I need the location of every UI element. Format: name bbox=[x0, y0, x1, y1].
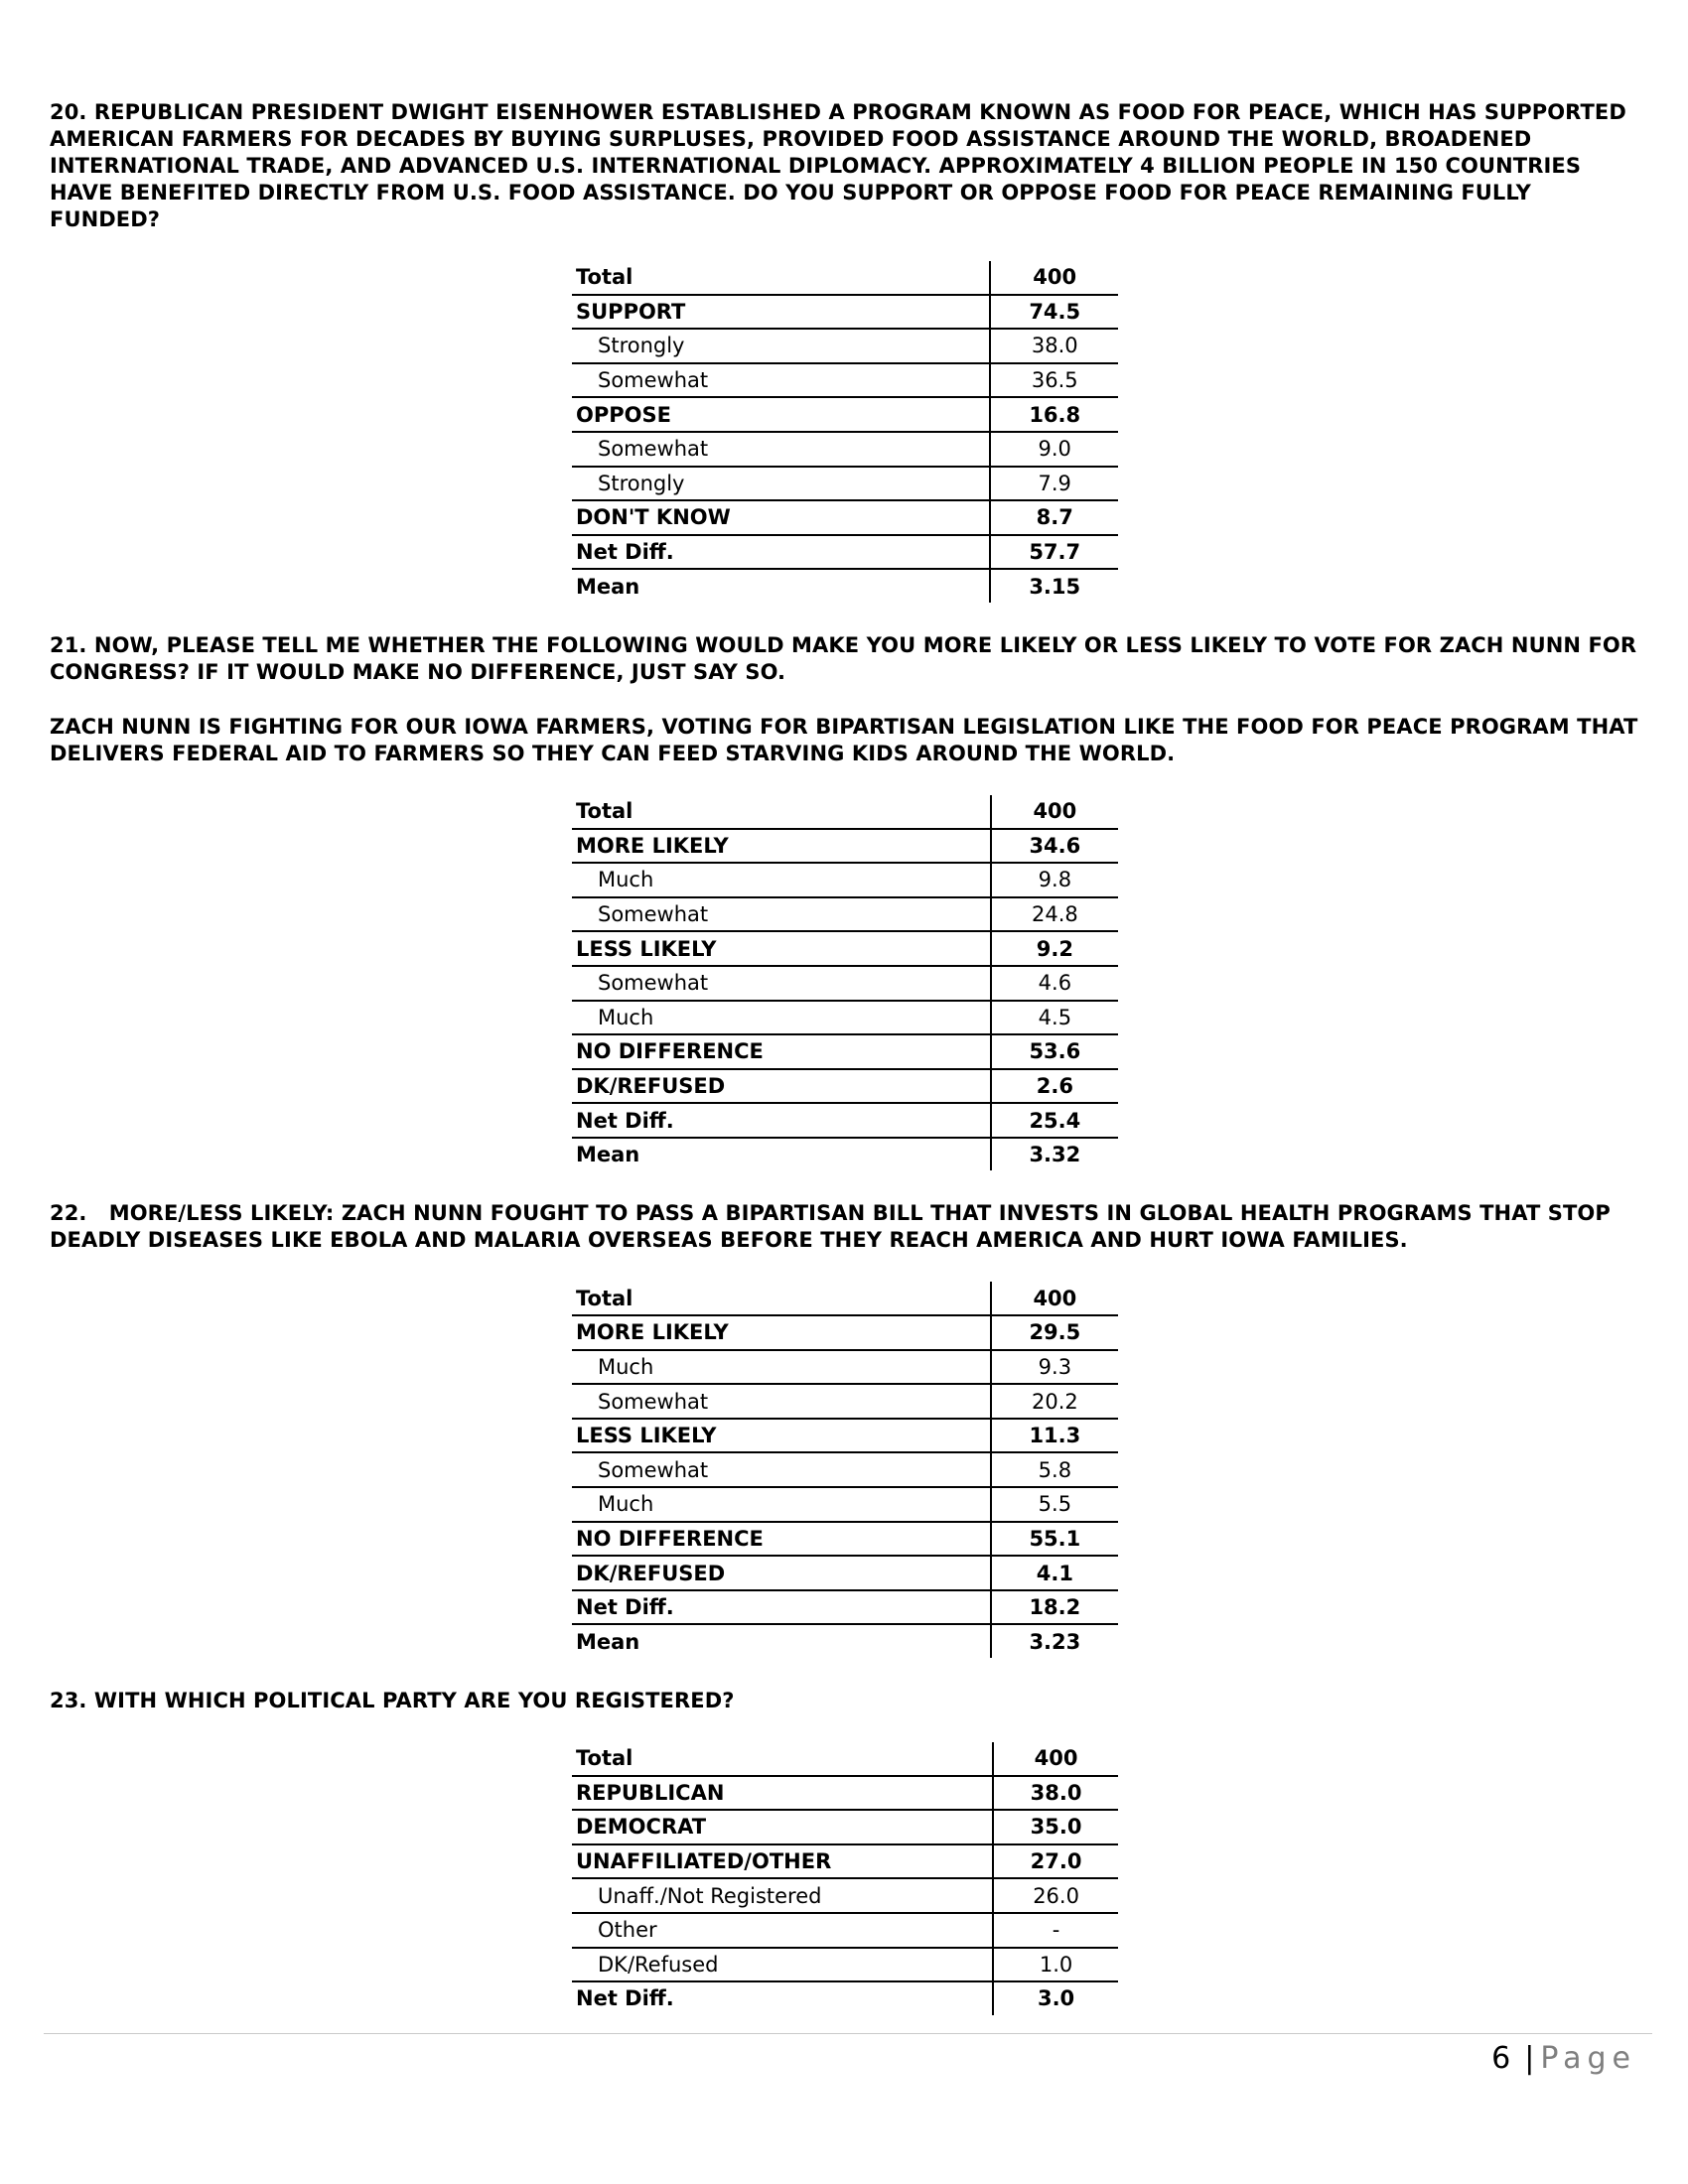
row-label: Total bbox=[572, 1282, 991, 1315]
row-value: 9.8 bbox=[991, 863, 1118, 897]
row-value: 38.0 bbox=[993, 1776, 1118, 1811]
row-label: NO DIFFERENCE bbox=[572, 1034, 991, 1069]
row-label: MORE LIKELY bbox=[572, 829, 991, 864]
row-value: 55.1 bbox=[991, 1522, 1118, 1557]
row-value: 2.6 bbox=[991, 1069, 1118, 1104]
row-label: MORE LIKELY bbox=[572, 1315, 991, 1350]
table-row bbox=[572, 295, 1118, 330]
row-value: 3.32 bbox=[991, 1138, 1118, 1171]
table-row bbox=[572, 363, 1118, 398]
row-value: 400 bbox=[991, 1282, 1118, 1315]
row-label: Mean bbox=[576, 1629, 640, 1654]
row-value: 9.2 bbox=[991, 931, 1118, 966]
table-row bbox=[572, 1742, 1118, 1776]
row-label: Much bbox=[572, 1487, 991, 1522]
row-label: Net Diff. bbox=[576, 1986, 674, 2011]
row-value: 5.5 bbox=[991, 1487, 1118, 1522]
table-row bbox=[572, 931, 1118, 966]
row-value: 8.7 bbox=[990, 500, 1118, 535]
row-label: Strongly bbox=[572, 329, 990, 363]
table-row bbox=[572, 1487, 1118, 1522]
row-value: 38.0 bbox=[990, 329, 1118, 363]
question-22-table-wrap bbox=[572, 1282, 1118, 1658]
row-label: Other bbox=[572, 1913, 993, 1948]
row-label: Much bbox=[572, 1001, 991, 1035]
row-value: 4.1 bbox=[991, 1556, 1118, 1590]
table-row bbox=[572, 1948, 1118, 1982]
table-row bbox=[572, 863, 1118, 897]
row-value: 74.5 bbox=[990, 295, 1118, 330]
table-row bbox=[572, 829, 1118, 864]
table-row bbox=[572, 1844, 1118, 1879]
table-row bbox=[572, 795, 1118, 829]
row-value: 18.2 bbox=[991, 1590, 1118, 1625]
table-row bbox=[572, 1913, 1118, 1948]
row-label: Somewhat bbox=[572, 1384, 991, 1419]
table-row bbox=[572, 1001, 1118, 1035]
row-value: - bbox=[993, 1913, 1118, 1948]
row-value: 20.2 bbox=[991, 1384, 1118, 1419]
row-label: LESS LIKELY bbox=[572, 1419, 991, 1453]
question-22-table bbox=[572, 1282, 1118, 1658]
row-label: Total bbox=[572, 1742, 993, 1776]
row-label: Mean bbox=[576, 574, 640, 599]
table-row bbox=[572, 569, 1118, 603]
page-number: 6 bbox=[1491, 2041, 1511, 2076]
table-row bbox=[572, 1350, 1118, 1385]
table-row bbox=[572, 1138, 1118, 1171]
row-label: Unaff./Not Registered bbox=[572, 1878, 993, 1913]
row-value: 4.5 bbox=[991, 1001, 1118, 1035]
question-21-text: 21. NOW, PLEASE TELL ME WHETHER THE FOLLOWING WOULD MAKE YOU MORE LIKELY OR LESS LIKELY TO VOTE FOR ZACH NUNN FOR CONGRESS? IF IT WOULD MAKE NO DIFFERENCE, JUST SAY SO. bbox=[50, 632, 1637, 684]
row-value: 3.15 bbox=[990, 569, 1118, 603]
footer-separator: | bbox=[1524, 2041, 1535, 2076]
row-label: Strongly bbox=[572, 467, 990, 501]
row-value: 36.5 bbox=[990, 363, 1118, 398]
table-row bbox=[572, 1624, 1118, 1658]
question-23-text: 23. WITH WHICH POLITICAL PARTY ARE YOU REGISTERED? bbox=[50, 1689, 735, 1712]
row-label: OPPOSE bbox=[572, 397, 990, 432]
table-row bbox=[572, 535, 1118, 570]
table-row bbox=[572, 329, 1118, 363]
table-row bbox=[572, 1034, 1118, 1069]
row-value: 7.9 bbox=[990, 467, 1118, 501]
question-20-table-wrap bbox=[572, 261, 1118, 603]
page-label: Page bbox=[1540, 2041, 1636, 2076]
row-label: Net Diff. bbox=[572, 535, 990, 570]
table-row bbox=[572, 897, 1118, 932]
row-value: 400 bbox=[990, 261, 1118, 295]
table-row bbox=[572, 1069, 1118, 1104]
table-row bbox=[572, 1384, 1118, 1419]
row-value: 25.4 bbox=[991, 1103, 1118, 1138]
row-value: 9.3 bbox=[991, 1350, 1118, 1385]
table-row bbox=[572, 1282, 1118, 1315]
row-label: Much bbox=[572, 863, 991, 897]
row-label: Somewhat bbox=[572, 1452, 991, 1487]
row-label: DEMOCRAT bbox=[572, 1810, 993, 1844]
row-value: 26.0 bbox=[993, 1878, 1118, 1913]
table-row bbox=[572, 1981, 1118, 2015]
row-value: 3.0 bbox=[993, 1981, 1118, 2015]
row-value: 5.8 bbox=[991, 1452, 1118, 1487]
row-label: NO DIFFERENCE bbox=[572, 1522, 991, 1557]
row-value: 400 bbox=[993, 1742, 1118, 1776]
question-20-table bbox=[572, 261, 1118, 603]
table-row bbox=[572, 1878, 1118, 1913]
row-label: REPUBLICAN bbox=[572, 1776, 993, 1811]
row-value: 27.0 bbox=[993, 1844, 1118, 1879]
page-footer bbox=[1491, 2041, 1636, 2076]
row-label: Somewhat bbox=[572, 432, 990, 467]
row-value: 34.6 bbox=[991, 829, 1118, 864]
row-value: 24.8 bbox=[991, 897, 1118, 932]
table-row bbox=[572, 1522, 1118, 1557]
table-row bbox=[572, 1776, 1118, 1811]
table-row bbox=[572, 397, 1118, 432]
table-row bbox=[572, 1315, 1118, 1350]
row-value: 400 bbox=[991, 795, 1118, 829]
row-label: Net Diff. bbox=[572, 1103, 991, 1138]
row-label: DK/REFUSED bbox=[572, 1556, 991, 1590]
footer-divider bbox=[44, 2033, 1652, 2034]
table-row bbox=[572, 1556, 1118, 1590]
table-row bbox=[572, 500, 1118, 535]
row-value: 57.7 bbox=[990, 535, 1118, 570]
row-label: Total bbox=[572, 261, 990, 295]
table-row bbox=[572, 1590, 1118, 1625]
row-value: 11.3 bbox=[991, 1419, 1118, 1453]
table-row bbox=[572, 1103, 1118, 1138]
document-body bbox=[50, 99, 1638, 2045]
row-label: UNAFFILIATED/OTHER bbox=[572, 1844, 993, 1879]
row-label: Net Diff. bbox=[572, 1590, 991, 1625]
row-value: 53.6 bbox=[991, 1034, 1118, 1069]
question-21-table bbox=[572, 795, 1118, 1171]
question-20-text: 20. REPUBLICAN PRESIDENT DWIGHT EISENHOWER ESTABLISHED A PROGRAM KNOWN AS FOOD FOR PEACE, WHICH HAS SUPPORTED AMERICAN FARMERS FOR DECADES BY BUYING SURPLUSES, PROVIDED FOOD ASSISTANCE AROUND THE WORLD, BROADENED INTERNATIONAL TRADE, AND ADVANCED U.S. INTERNATIONAL DIPLOMACY. APPROXIMATELY 4 BILLION PEOPLE IN 150 COUNTRIES HAVE BENEFITED DIRECTLY FROM U.S. FOOD ASSISTANCE. DO YOU SUPPORT OR OPPOSE FOOD FOR PEACE REMAINING FULLY FUNDED? bbox=[50, 100, 1626, 231]
question-21-statement: ZACH NUNN IS FIGHTING FOR OUR IOWA FARMERS, VOTING FOR BIPARTISAN LEGISLATION LIKE THE FOOD FOR PEACE PROGRAM THAT DELIVERS FEDERAL AID TO FARMERS SO THEY CAN FEED STARVING KIDS AROUND THE WORLD. bbox=[50, 714, 1638, 765]
question-23-table bbox=[572, 1742, 1118, 2015]
row-value: 1.0 bbox=[993, 1948, 1118, 1982]
row-label: LESS LIKELY bbox=[572, 931, 991, 966]
table-row bbox=[572, 467, 1118, 501]
question-23-table-wrap bbox=[572, 1742, 1118, 2015]
table-row bbox=[572, 261, 1118, 295]
row-label: DK/Refused bbox=[572, 1948, 993, 1982]
table-row bbox=[572, 1452, 1118, 1487]
table-row bbox=[572, 1810, 1118, 1844]
row-label: Much bbox=[572, 1350, 991, 1385]
row-value: 16.8 bbox=[990, 397, 1118, 432]
row-value: 4.6 bbox=[991, 966, 1118, 1001]
row-label: Total bbox=[572, 795, 991, 829]
row-value: 3.23 bbox=[991, 1624, 1118, 1658]
row-label: DK/REFUSED bbox=[572, 1069, 991, 1104]
row-label: Somewhat bbox=[572, 966, 991, 1001]
table-row bbox=[572, 966, 1118, 1001]
row-label: SUPPORT bbox=[572, 295, 990, 330]
row-value: 9.0 bbox=[990, 432, 1118, 467]
table-row bbox=[572, 1419, 1118, 1453]
table-row bbox=[572, 432, 1118, 467]
question-21-table-wrap bbox=[572, 795, 1118, 1171]
row-label: Somewhat bbox=[572, 897, 991, 932]
row-label: Somewhat bbox=[572, 363, 990, 398]
row-label: DON'T KNOW bbox=[572, 500, 990, 535]
question-22-text: 22. MORE/LESS LIKELY: ZACH NUNN FOUGHT TO PASS A BIPARTISAN BILL THAT INVESTS IN GLOBAL HEALTH PROGRAMS THAT STOP DEADLY DISEASES LIKE EBOLA AND MALARIA OVERSEAS BEFORE THEY REACH AMERICA AND HURT IOWA FAMILIES. bbox=[50, 1201, 1618, 1253]
row-value: 35.0 bbox=[993, 1810, 1118, 1844]
row-value: 29.5 bbox=[991, 1315, 1118, 1350]
row-label: Mean bbox=[576, 1143, 640, 1167]
